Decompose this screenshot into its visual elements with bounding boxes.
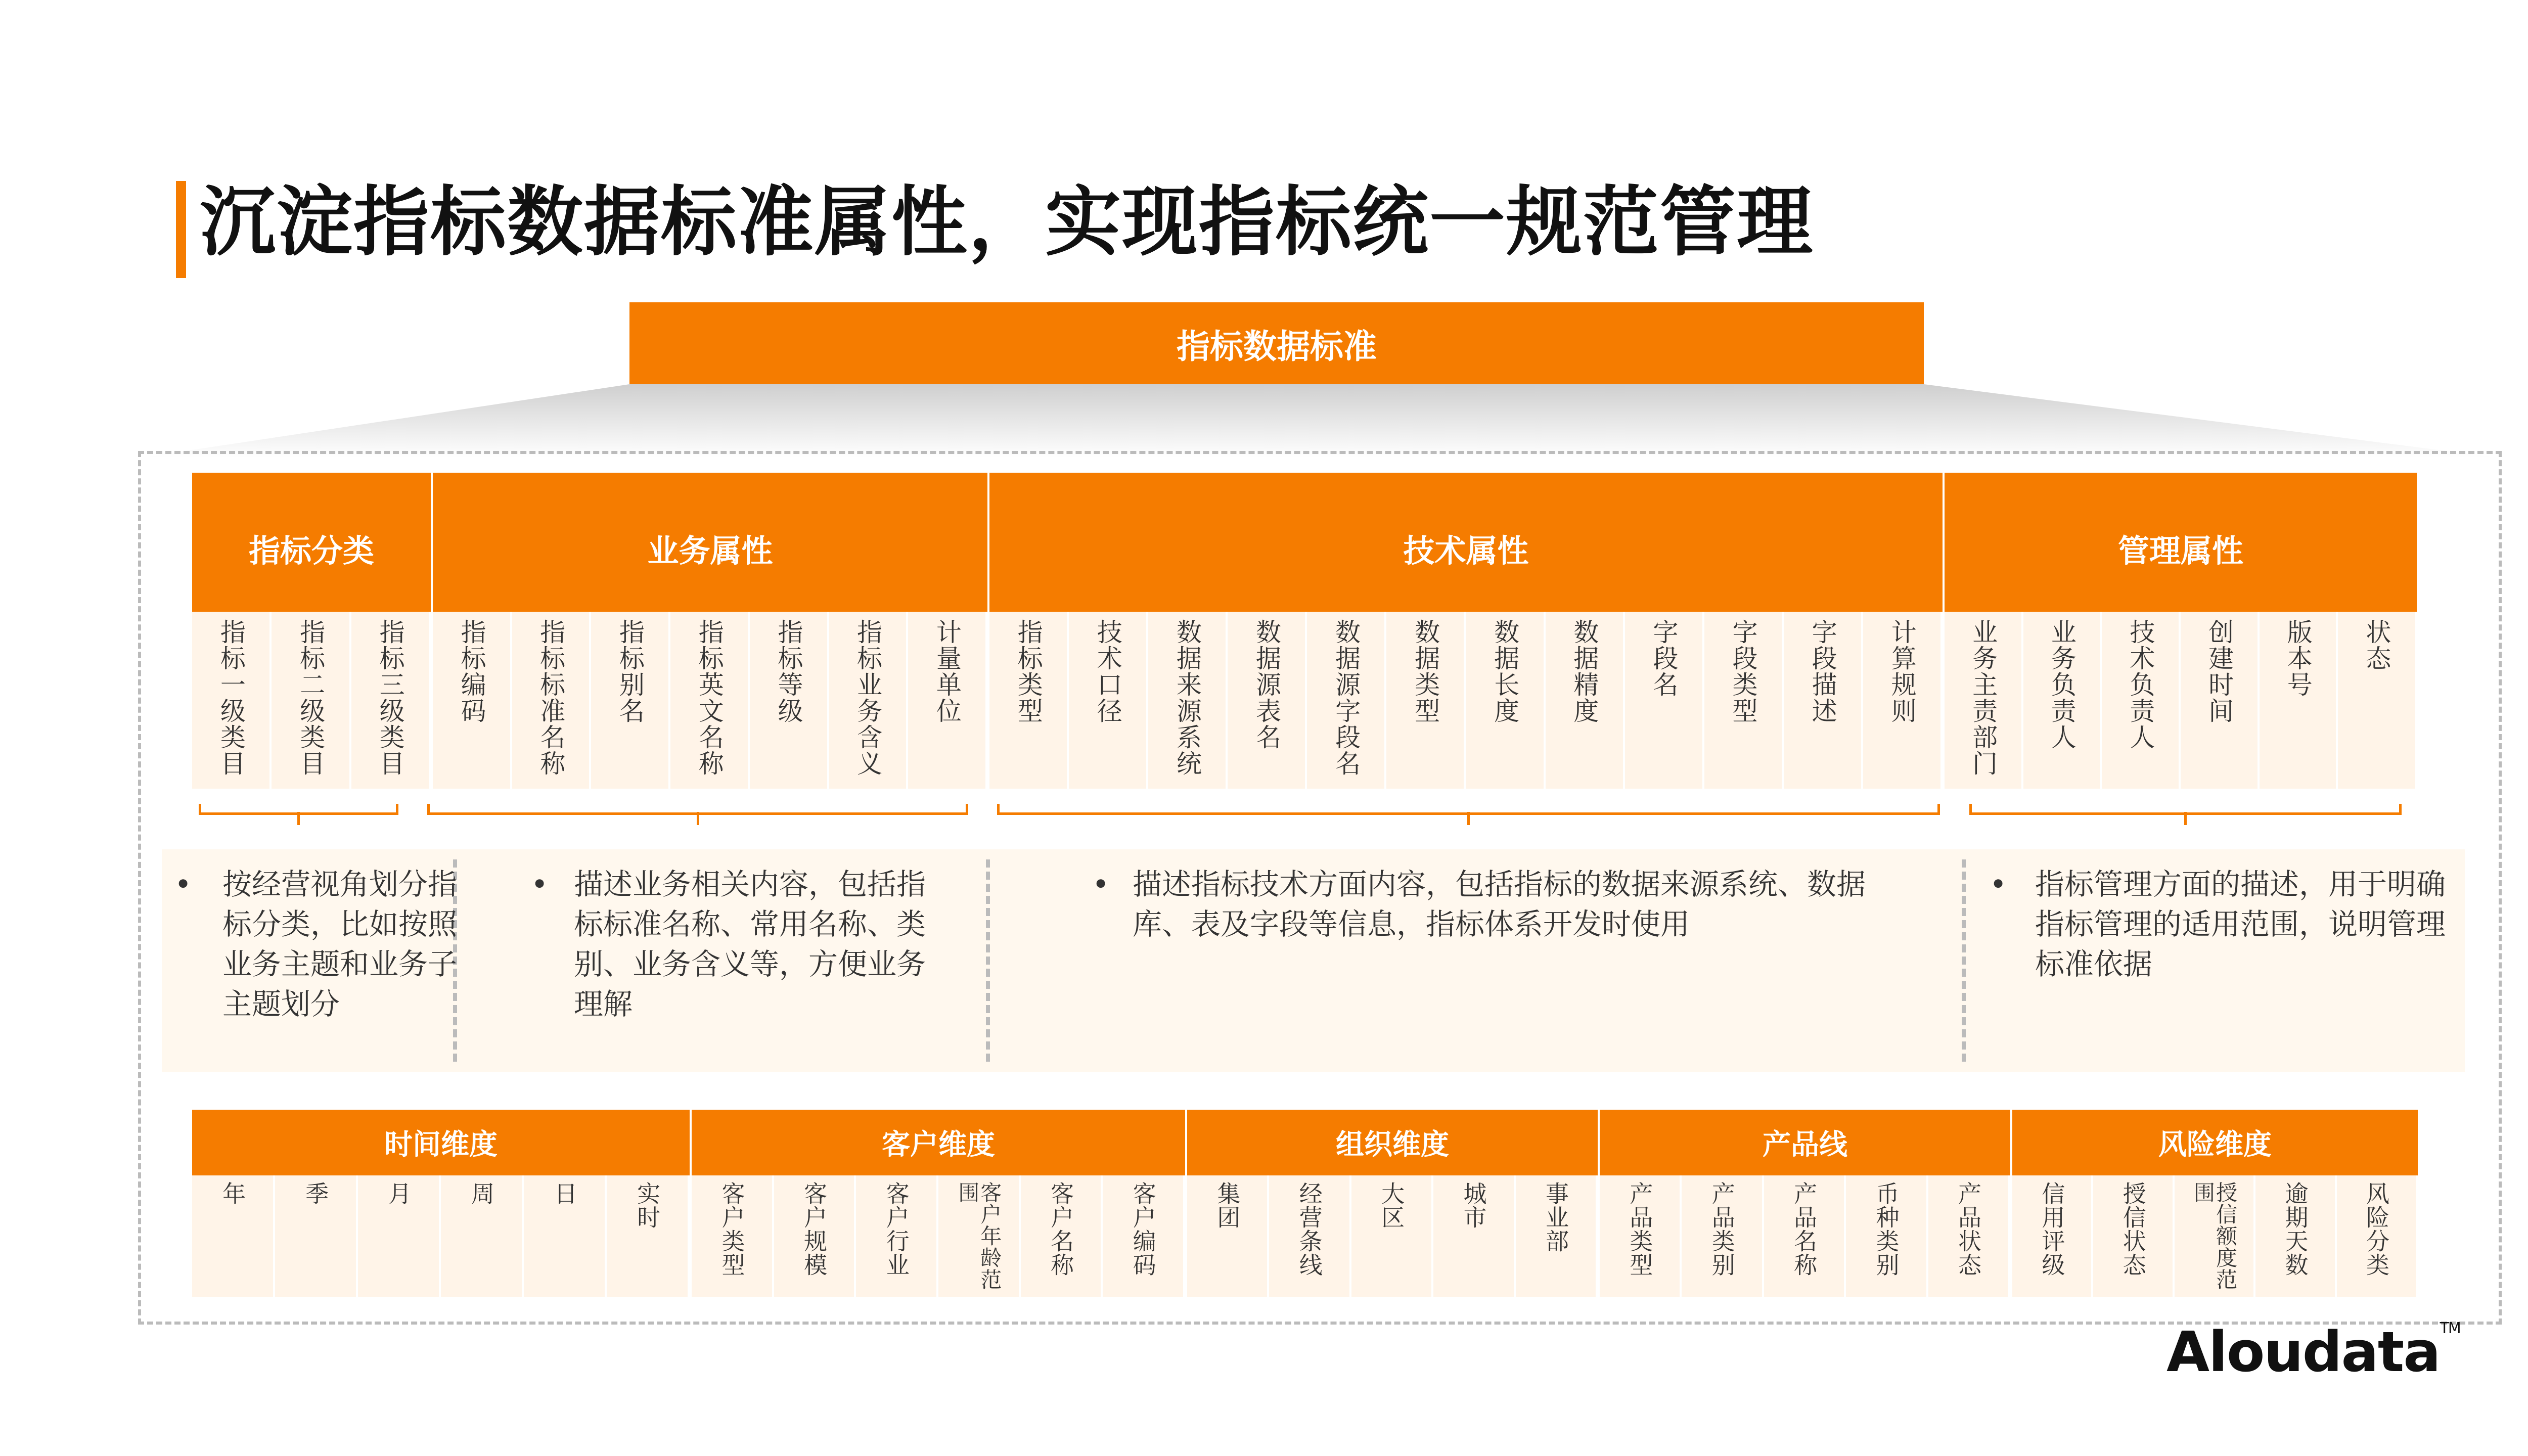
attribute-label: 数据长度 (1490, 619, 1520, 724)
dimension-label: 城市 (1460, 1181, 1487, 1229)
attribute-label: 技术负责人 (2126, 619, 2155, 750)
dimension-cell (1928, 1175, 2008, 1297)
dimension-label: 逾期天数 (2281, 1181, 2309, 1277)
dimension-label: 季 (302, 1181, 330, 1205)
attribute-label: 创建时间 (2204, 619, 2234, 724)
bracket-tick (2184, 812, 2187, 825)
dimension-label: 授信状态 (2119, 1181, 2147, 1277)
attribute-cell (1228, 612, 1305, 789)
attribute-cell (2023, 612, 2100, 789)
attribute-label: 指标别名 (615, 619, 645, 724)
attribute-cell (750, 612, 827, 789)
dimension-header-time: 时间维度 (192, 1110, 690, 1175)
description-management: • 指标管理方面的描述，用于明确指标管理的适用范围，说明管理标准依据 (1990, 867, 2446, 981)
dimension-cell (2337, 1175, 2416, 1297)
attribute-cell (2260, 612, 2336, 789)
dimension-label: 授信额度范围 (2190, 1181, 2238, 1290)
attribute-cell (591, 612, 668, 789)
attribute-label: 数据类型 (1411, 619, 1440, 724)
dimension-label: 实时 (634, 1181, 661, 1229)
dimension-header-customer: 客户维度 (692, 1110, 1185, 1175)
dimension-cell (1682, 1175, 1762, 1297)
banner-title: 指标数据标准 (629, 302, 1924, 384)
attribute-label: 指标业务含义 (853, 619, 883, 777)
description-business: • 描述业务相关内容，包括指标标准名称、常用名称、类别、业务含义等，方便业务理解 (531, 867, 926, 1021)
dimension-label: 年 (219, 1181, 247, 1205)
dimension-header-organization: 组织维度 (1187, 1110, 1598, 1175)
attribute-cell (1546, 612, 1623, 789)
dimension-cell (1433, 1175, 1513, 1297)
attribute-cell (192, 612, 269, 789)
description-divider (1962, 859, 1966, 1062)
attribute-label: 指标标准名称 (536, 619, 566, 777)
attribute-label: 字段名 (1649, 619, 1679, 698)
bracket-tick (297, 812, 300, 825)
attribute-cell (1625, 612, 1702, 789)
dimension-cell (1021, 1175, 1101, 1297)
attribute-label: 计量单位 (932, 619, 962, 724)
dimension-cell (192, 1175, 273, 1297)
dimension-cell (607, 1175, 688, 1297)
dimension-label: 客户年龄范围 (955, 1181, 1003, 1290)
attribute-label: 数据源表名 (1252, 619, 1282, 750)
dimension-cell (1600, 1175, 1680, 1297)
dimension-label: 大区 (1378, 1181, 1406, 1229)
attribute-cell (1863, 612, 1940, 789)
description-technical: • 描述指标技术方面内容，包括指标的数据来源系统、数据库、表及字段等信息，指标体系开发时使用 (1092, 867, 1866, 941)
dimension-header-risk: 风险维度 (2012, 1110, 2418, 1175)
attribute-label: 字段描述 (1808, 619, 1837, 724)
bracket-tick (697, 812, 699, 825)
attribute-label: 业务主责部门 (1968, 619, 1998, 777)
dimension-label: 客户规模 (800, 1181, 828, 1277)
dimension-cell (774, 1175, 854, 1297)
dimension-label: 经营条线 (1295, 1181, 1323, 1277)
bracket-tick (1467, 812, 1470, 825)
attribute-label: 指标类型 (1013, 619, 1043, 724)
dimension-cell (856, 1175, 936, 1297)
dimension-cell (1269, 1175, 1349, 1297)
attribute-label: 指标一级类目 (216, 619, 246, 777)
dimension-label: 产品名称 (1790, 1181, 1818, 1277)
dimension-cell (275, 1175, 356, 1297)
attribute-label: 数据来源系统 (1172, 619, 1202, 777)
dimension-cell (2175, 1175, 2253, 1297)
dimension-cell (2093, 1175, 2172, 1297)
attribute-label: 指标英文名称 (694, 619, 724, 777)
attribute-label: 技术口径 (1093, 619, 1122, 724)
attribute-cell (2102, 612, 2179, 789)
attribute-cell (1069, 612, 1146, 789)
attribute-label: 指标二级类目 (296, 619, 326, 777)
dimension-cell (1516, 1175, 1596, 1297)
dimension-cell (1103, 1175, 1183, 1297)
attribute-cell (2181, 612, 2258, 789)
dimension-label: 客户类型 (718, 1181, 746, 1277)
attribute-cell (1704, 612, 1782, 789)
attribute-label: 版本号 (2283, 619, 2313, 698)
dimension-header-product-line: 产品线 (1600, 1110, 2010, 1175)
attribute-label: 字段类型 (1728, 619, 1758, 724)
title-accent-bar (176, 181, 186, 278)
dimension-cell (358, 1175, 439, 1297)
attribute-label: 指标编码 (457, 619, 486, 724)
dimension-label: 事业部 (1542, 1181, 1569, 1253)
page-title: 沉淀指标数据标准属性，实现指标统一规范管理 (200, 178, 1814, 266)
section-header-management: 管理属性 (1945, 473, 2417, 612)
attribute-label: 状态 (2362, 619, 2391, 671)
dimension-cell (938, 1175, 1019, 1297)
attribute-label: 指标三级类目 (375, 619, 405, 777)
aloudata-logo: Aloudata™ (2166, 1320, 2460, 1384)
dimension-cell (2012, 1175, 2091, 1297)
attribute-cell (1784, 612, 1861, 789)
dimension-label: 产品类型 (1626, 1181, 1654, 1277)
attribute-cell (512, 612, 590, 789)
attribute-label: 计算规则 (1887, 619, 1917, 724)
dimension-label: 日 (551, 1181, 578, 1205)
attribute-cell (351, 612, 429, 789)
section-header-technical: 技术属性 (989, 473, 1943, 612)
dimension-label: 产品类别 (1708, 1181, 1736, 1277)
attribute-cell (1148, 612, 1226, 789)
dimension-cell (441, 1175, 522, 1297)
attribute-label: 指标等级 (774, 619, 803, 724)
dimension-cell (1187, 1175, 1267, 1297)
attribute-cell (1945, 612, 2021, 789)
attribute-cell (1466, 612, 1544, 789)
dimension-cell (1764, 1175, 1844, 1297)
attribute-cell (2338, 612, 2415, 789)
attribute-label: 业务负责人 (2047, 619, 2076, 750)
attribute-cell (908, 612, 985, 789)
dimension-label: 集团 (1213, 1181, 1241, 1229)
attribute-cell (1307, 612, 1384, 789)
attribute-label: 数据精度 (1569, 619, 1599, 724)
dimension-cell (1846, 1175, 1926, 1297)
attribute-cell (433, 612, 510, 789)
dimension-label: 产品状态 (1954, 1181, 1982, 1277)
dimension-cell (2255, 1175, 2334, 1297)
dimension-label: 币种类别 (1872, 1181, 1900, 1277)
section-header-business: 业务属性 (433, 473, 987, 612)
attribute-cell (989, 612, 1067, 789)
dimension-cell (692, 1175, 772, 1297)
dimension-cell (524, 1175, 605, 1297)
dimension-label: 周 (468, 1181, 495, 1205)
dimension-label: 月 (385, 1181, 413, 1205)
dimension-label: 客户编码 (1129, 1181, 1157, 1277)
attribute-cell (829, 612, 907, 789)
dimension-label: 客户名称 (1047, 1181, 1075, 1277)
description-classification: • 按经营视角划分指标分类，比如按照业务主题和业务子主题划分 (174, 867, 458, 1021)
attribute-cell (670, 612, 748, 789)
attribute-cell (1386, 612, 1464, 789)
dimension-cell (1351, 1175, 1431, 1297)
attribute-label: 数据源字段名 (1331, 619, 1361, 777)
dimension-label: 信用评级 (2038, 1181, 2066, 1277)
attribute-cell (272, 612, 349, 789)
dimension-label: 风险分类 (2362, 1181, 2390, 1277)
dimension-label: 客户行业 (882, 1181, 910, 1277)
section-header-classification: 指标分类 (192, 473, 431, 612)
description-divider (986, 859, 990, 1062)
